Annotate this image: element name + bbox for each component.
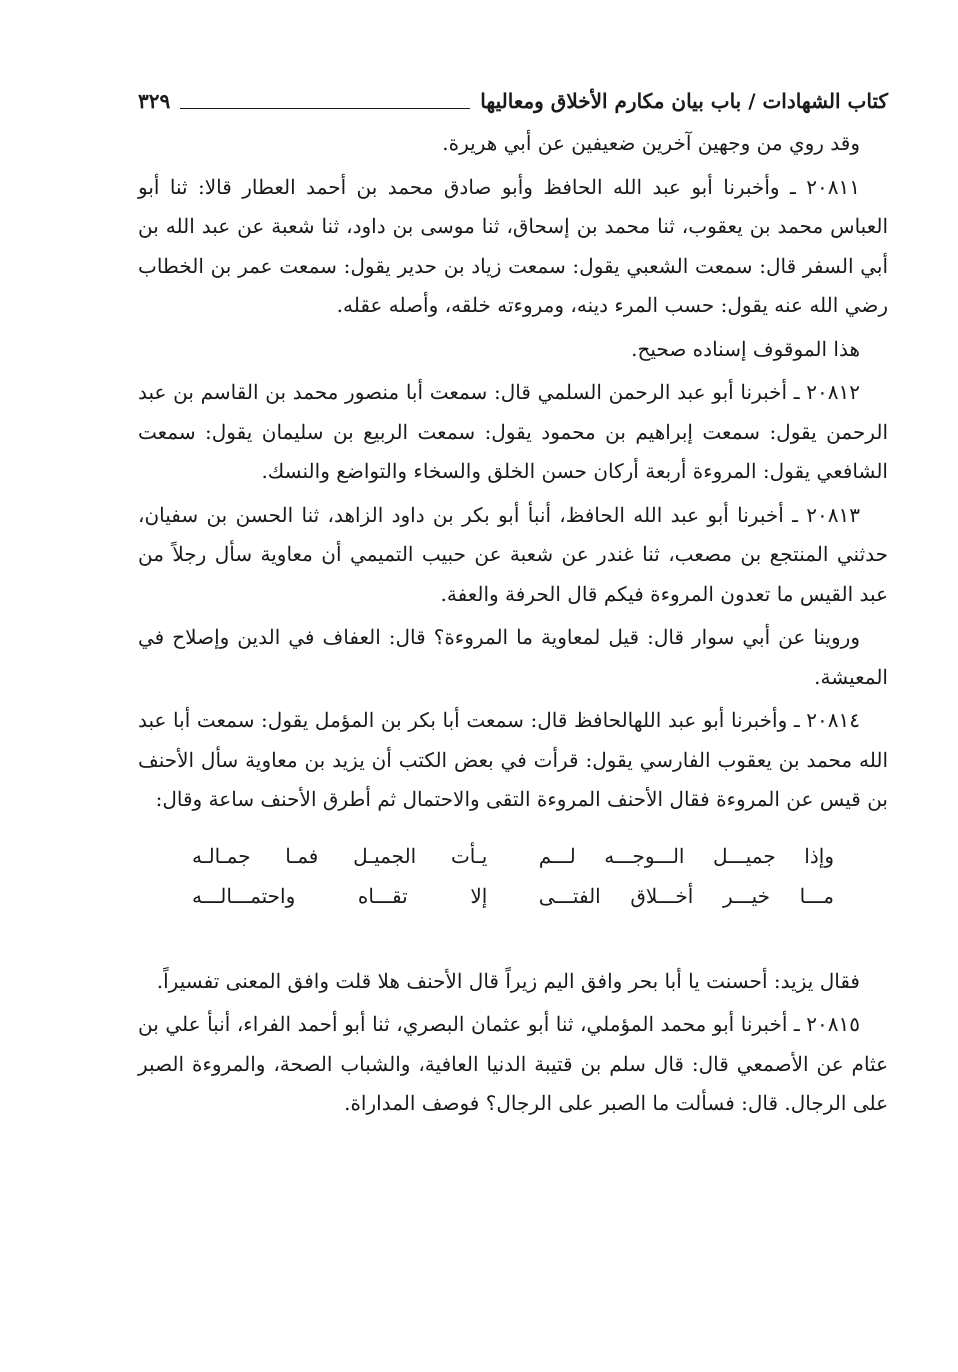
hadith-20811: ٢٠٨١١ ـ وأخبرنا أبو عبد الله الحافظ وأبو صادق محمد بن أحمد العطار قالا: ثنا أبو العباس محمد بن يعقوب، ثنا محمد بن إسحاق، ثنا موسى بن داود، ثنا شعبة عن عبد الله بن أبي السفر قال: سمعت الشعبي يقول: سمعت زياد بن حدير يقول: سمعت عمر بن الخطاب رضي الله عنه يقول: حسب المرء دينه، ومروءته خلقه، وأصله عقله. [138, 174, 888, 317]
verse-first-hemistich: وإذا جميـــل الـــوجـــه لـــم [538, 843, 834, 868]
hadith-20814: ٢٠٨١٤ ـ وأخبرنا أبو عبد اللهالحافظ قال: سمعت أبا بكر بن المؤمل يقول: سمعت أبا عبد الله محمد بن يعقوب الفارسي يقول: قرأت في بعض الكتب أن يزيد بن معاوية سأل الأحنف بن قيس عن المروءة فقال الأحنف المروءة التقى والاحتمال ثم أطرق الأحنف ساعة وقال: [138, 708, 888, 811]
hadith-20813: ٢٠٨١٣ ـ أخبرنا أبو عبد الله الحافظ، أنبأ أبو بكر بن داود الزاهد، ثنا الحسن بن سفيان، حدثني المنتجع بن مصعب، ثنا غندر عن شعبة عن حبيب التميمي أن معاوية سأل رجلاً من عبد القيس ما تعدون المروءة فيكم قال الحرفة والعفة. [138, 502, 888, 606]
poem [192, 836, 834, 916]
paragraph: فقال يزيد: أحسنت يا أبا بحر وافق اليم زيراً قال الأحنف هلا قلت وافق المعنى تفسيراً. [156, 968, 860, 993]
paragraph: وروينا عن أبي سوار قال: قيل لمعاوية ما المروءة؟ قال: العفاف في الدين وإصلاح في المعيشة. [138, 625, 888, 689]
verse-second-hemistich: إلا تقـــاه واحتمـــالـــه [192, 883, 488, 908]
header-rule [180, 108, 470, 109]
poem-verse [192, 876, 834, 916]
running-header [138, 82, 888, 116]
chapter-title: كتاب الشهادات / باب بيان مكارم الأخلاق ومعاليها [480, 89, 888, 113]
book-page [138, 82, 888, 1332]
hadith-20812: ٢٠٨١٢ ـ أخبرنا أبو عبد الرحمن السلمي قال: سمعت أبا منصور محمد بن القاسم بن عبد الرحمن يقول: سمعت إبراهيم بن محمود يقول: سمعت الربيع بن سليمان يقول: سمعت الشافعي يقول: المروءة أربعة أركان حسن الخلق والسخاء والتواضع والنسك. [138, 380, 888, 483]
verse-first-hemistich: مـــا خيـــر أخـــلاق الفتـــى [538, 883, 834, 908]
paragraph: وقد روي من وجهين آخرين ضعيفين عن أبي هريرة. [442, 131, 860, 155]
body-text [138, 124, 888, 1124]
page-number: ٣٢٩ [138, 89, 171, 113]
poem-verse [192, 836, 834, 876]
verse-second-hemistich: يـأت الجميـل فمـا جمـالـه [192, 843, 488, 868]
paragraph: هذا الموقوف إسناده صحيح. [631, 336, 860, 361]
hadith-20815: ٢٠٨١٥ ـ أخبرنا أبو محمد المؤملي، ثنا أبو عثمان البصري، ثنا أبو أحمد الفراء، أنبأ علي بن عثام عن الأصمعي قال: قال سلم بن قتيبة الدنيا العافية، والشباب الصحة، والمروءة الصبر على الرجال. قال: فسألت ما الصبر على الرجال؟ فوصف المداراة. [138, 1012, 889, 1115]
